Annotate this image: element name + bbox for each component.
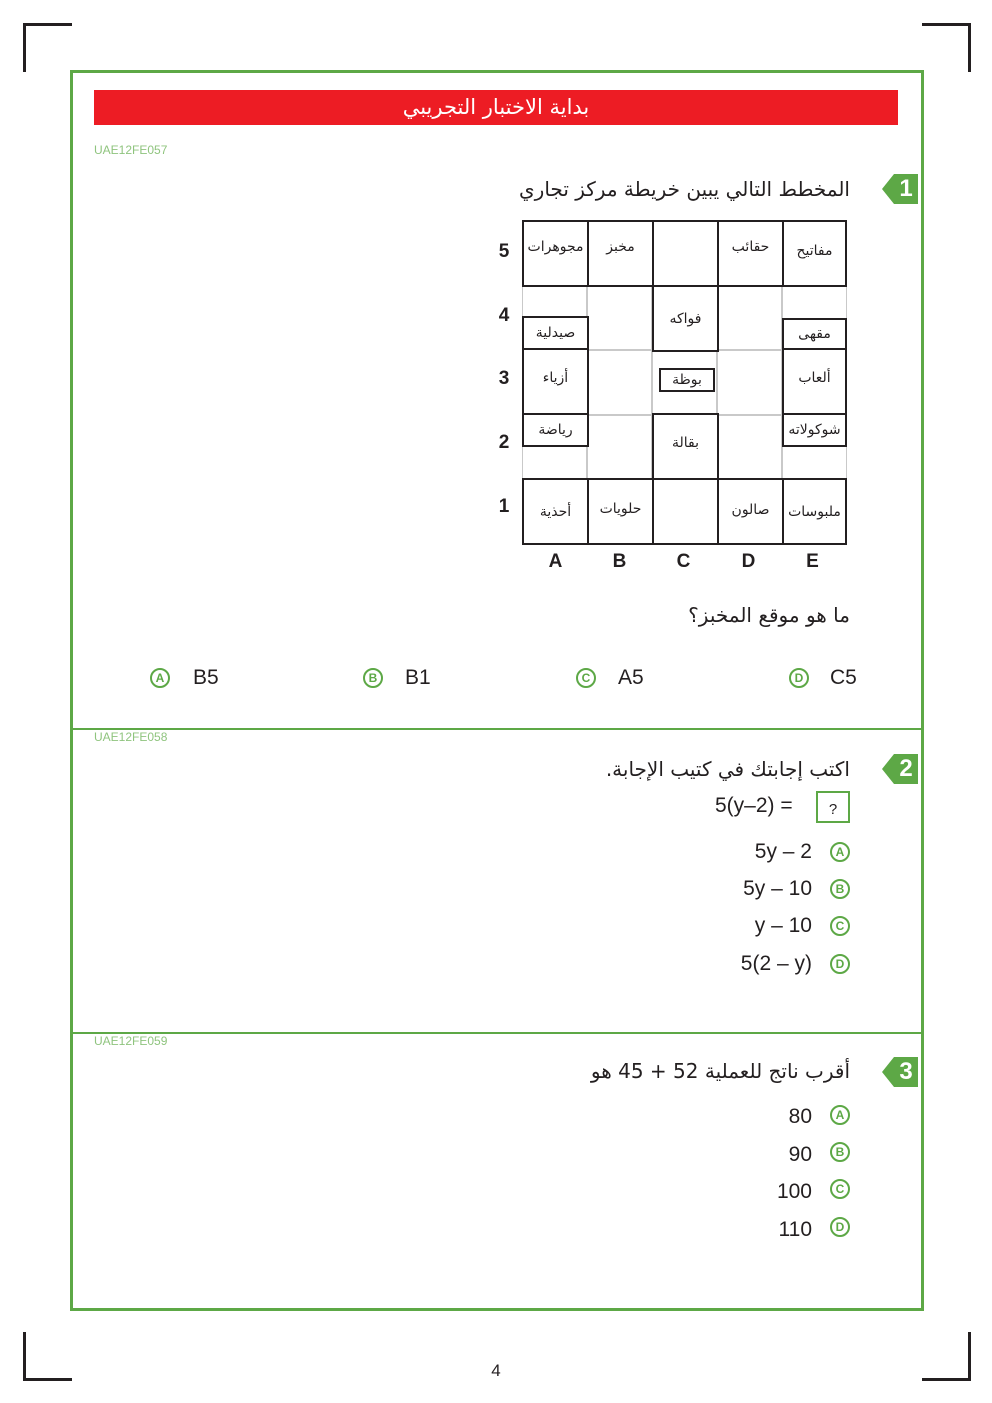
question-prompt: اكتب إجابتك في كتيب الإجابة.	[605, 757, 850, 781]
grid-cell	[587, 285, 652, 350]
option-text: A5	[618, 666, 644, 689]
row-label: 1	[498, 496, 510, 517]
shop-fruits: فواكه	[652, 285, 719, 352]
shop-chocolate: شوكولاته	[782, 413, 847, 447]
option-letter-circle[interactable]: B	[363, 668, 383, 688]
question-code: UAE12FE057	[94, 143, 168, 157]
crop-mark-top-right	[922, 23, 971, 72]
question-divider	[73, 1032, 921, 1034]
option-letter-circle[interactable]: C	[830, 1179, 850, 1199]
shop-salon: صالون	[717, 478, 784, 545]
shop-keys: مفاتيح	[782, 220, 847, 287]
grid-cell	[717, 350, 782, 415]
page-number: 4	[491, 1361, 501, 1380]
crop-mark-top-left	[23, 23, 72, 72]
option-letter-circle[interactable]: C	[576, 668, 596, 688]
answer-box: ?	[816, 791, 850, 823]
shop-empty	[652, 478, 719, 545]
shop-toys: ألعاب	[782, 348, 847, 415]
shop-bags: حقائب	[717, 220, 784, 287]
shop-apparel: ملبوسات	[782, 478, 847, 545]
question-code: UAE12FE059	[94, 1034, 168, 1048]
option-text: C5	[830, 666, 857, 689]
question-divider	[73, 728, 921, 730]
grid-cell	[717, 285, 782, 350]
option-text: 5(2 – y)	[740, 952, 812, 975]
shop-sweets: حلويات	[587, 478, 654, 545]
option-letter-circle[interactable]: A	[830, 1105, 850, 1125]
mall-map	[522, 220, 847, 545]
option-text: y – 10	[754, 914, 812, 937]
question-number: 2	[899, 755, 913, 782]
option-text: B1	[405, 666, 431, 689]
question-number: 1	[899, 175, 913, 202]
shop-clothing: أزياء	[522, 348, 589, 415]
option-text: B5	[193, 666, 219, 689]
option-text: 5y – 10	[743, 877, 812, 900]
question-number-badge	[882, 174, 918, 204]
shop-empty	[652, 220, 719, 287]
row-label: 3	[498, 368, 510, 389]
question-number: 3	[899, 1058, 913, 1085]
page-title-banner: بداية الاختبار التجريبي	[94, 90, 898, 125]
shop-grocery: بقالة	[652, 413, 719, 480]
shop-jewelry: مجوهرات	[522, 220, 589, 287]
option-letter-circle[interactable]: A	[150, 668, 170, 688]
question-number-badge	[882, 754, 918, 784]
column-label: D	[741, 551, 756, 572]
option-text: 110	[778, 1218, 812, 1241]
shop-bakery: مخبز	[587, 220, 654, 287]
row-label: 4	[498, 305, 510, 326]
row-label: 2	[498, 432, 510, 453]
column-label: B	[612, 551, 627, 572]
column-label: C	[676, 551, 691, 572]
option-letter-circle[interactable]: B	[830, 879, 850, 899]
kiosk-booth: بوظة	[659, 368, 715, 392]
row-label: 5	[498, 241, 510, 262]
grid-cell	[717, 415, 782, 480]
shop-sports: رياضة	[522, 413, 589, 447]
equation: 5(y–2) =	[715, 794, 793, 817]
column-label: E	[806, 551, 819, 572]
option-text: 100	[776, 1180, 812, 1203]
shop-cafe: مقهى	[782, 318, 847, 350]
option-text: 80	[788, 1105, 812, 1128]
option-text: 5y – 2	[754, 840, 812, 863]
option-letter-circle[interactable]: A	[830, 842, 850, 862]
question-prompt: المخطط التالي يبين خريطة مركز تجاري	[519, 177, 850, 201]
grid-cell	[587, 350, 652, 415]
shop-shoes: أحذية	[522, 478, 589, 545]
shop-pharmacy: صيدلية	[522, 316, 589, 350]
column-label: A	[548, 551, 563, 572]
option-text: 90	[788, 1143, 812, 1166]
option-letter-circle[interactable]: B	[830, 1142, 850, 1162]
option-letter-circle[interactable]: C	[830, 916, 850, 936]
grid-cell	[587, 415, 652, 480]
sub-question: ما هو موقع المخبز؟	[688, 603, 850, 627]
question-number-badge	[882, 1057, 918, 1087]
option-letter-circle[interactable]: D	[789, 668, 809, 688]
option-letter-circle[interactable]: D	[830, 954, 850, 974]
question-prompt: أقرب ناتج للعملية 52 + 45 هو	[590, 1059, 850, 1083]
question-code: UAE12FE058	[94, 730, 168, 744]
option-letter-circle[interactable]: D	[830, 1217, 850, 1237]
